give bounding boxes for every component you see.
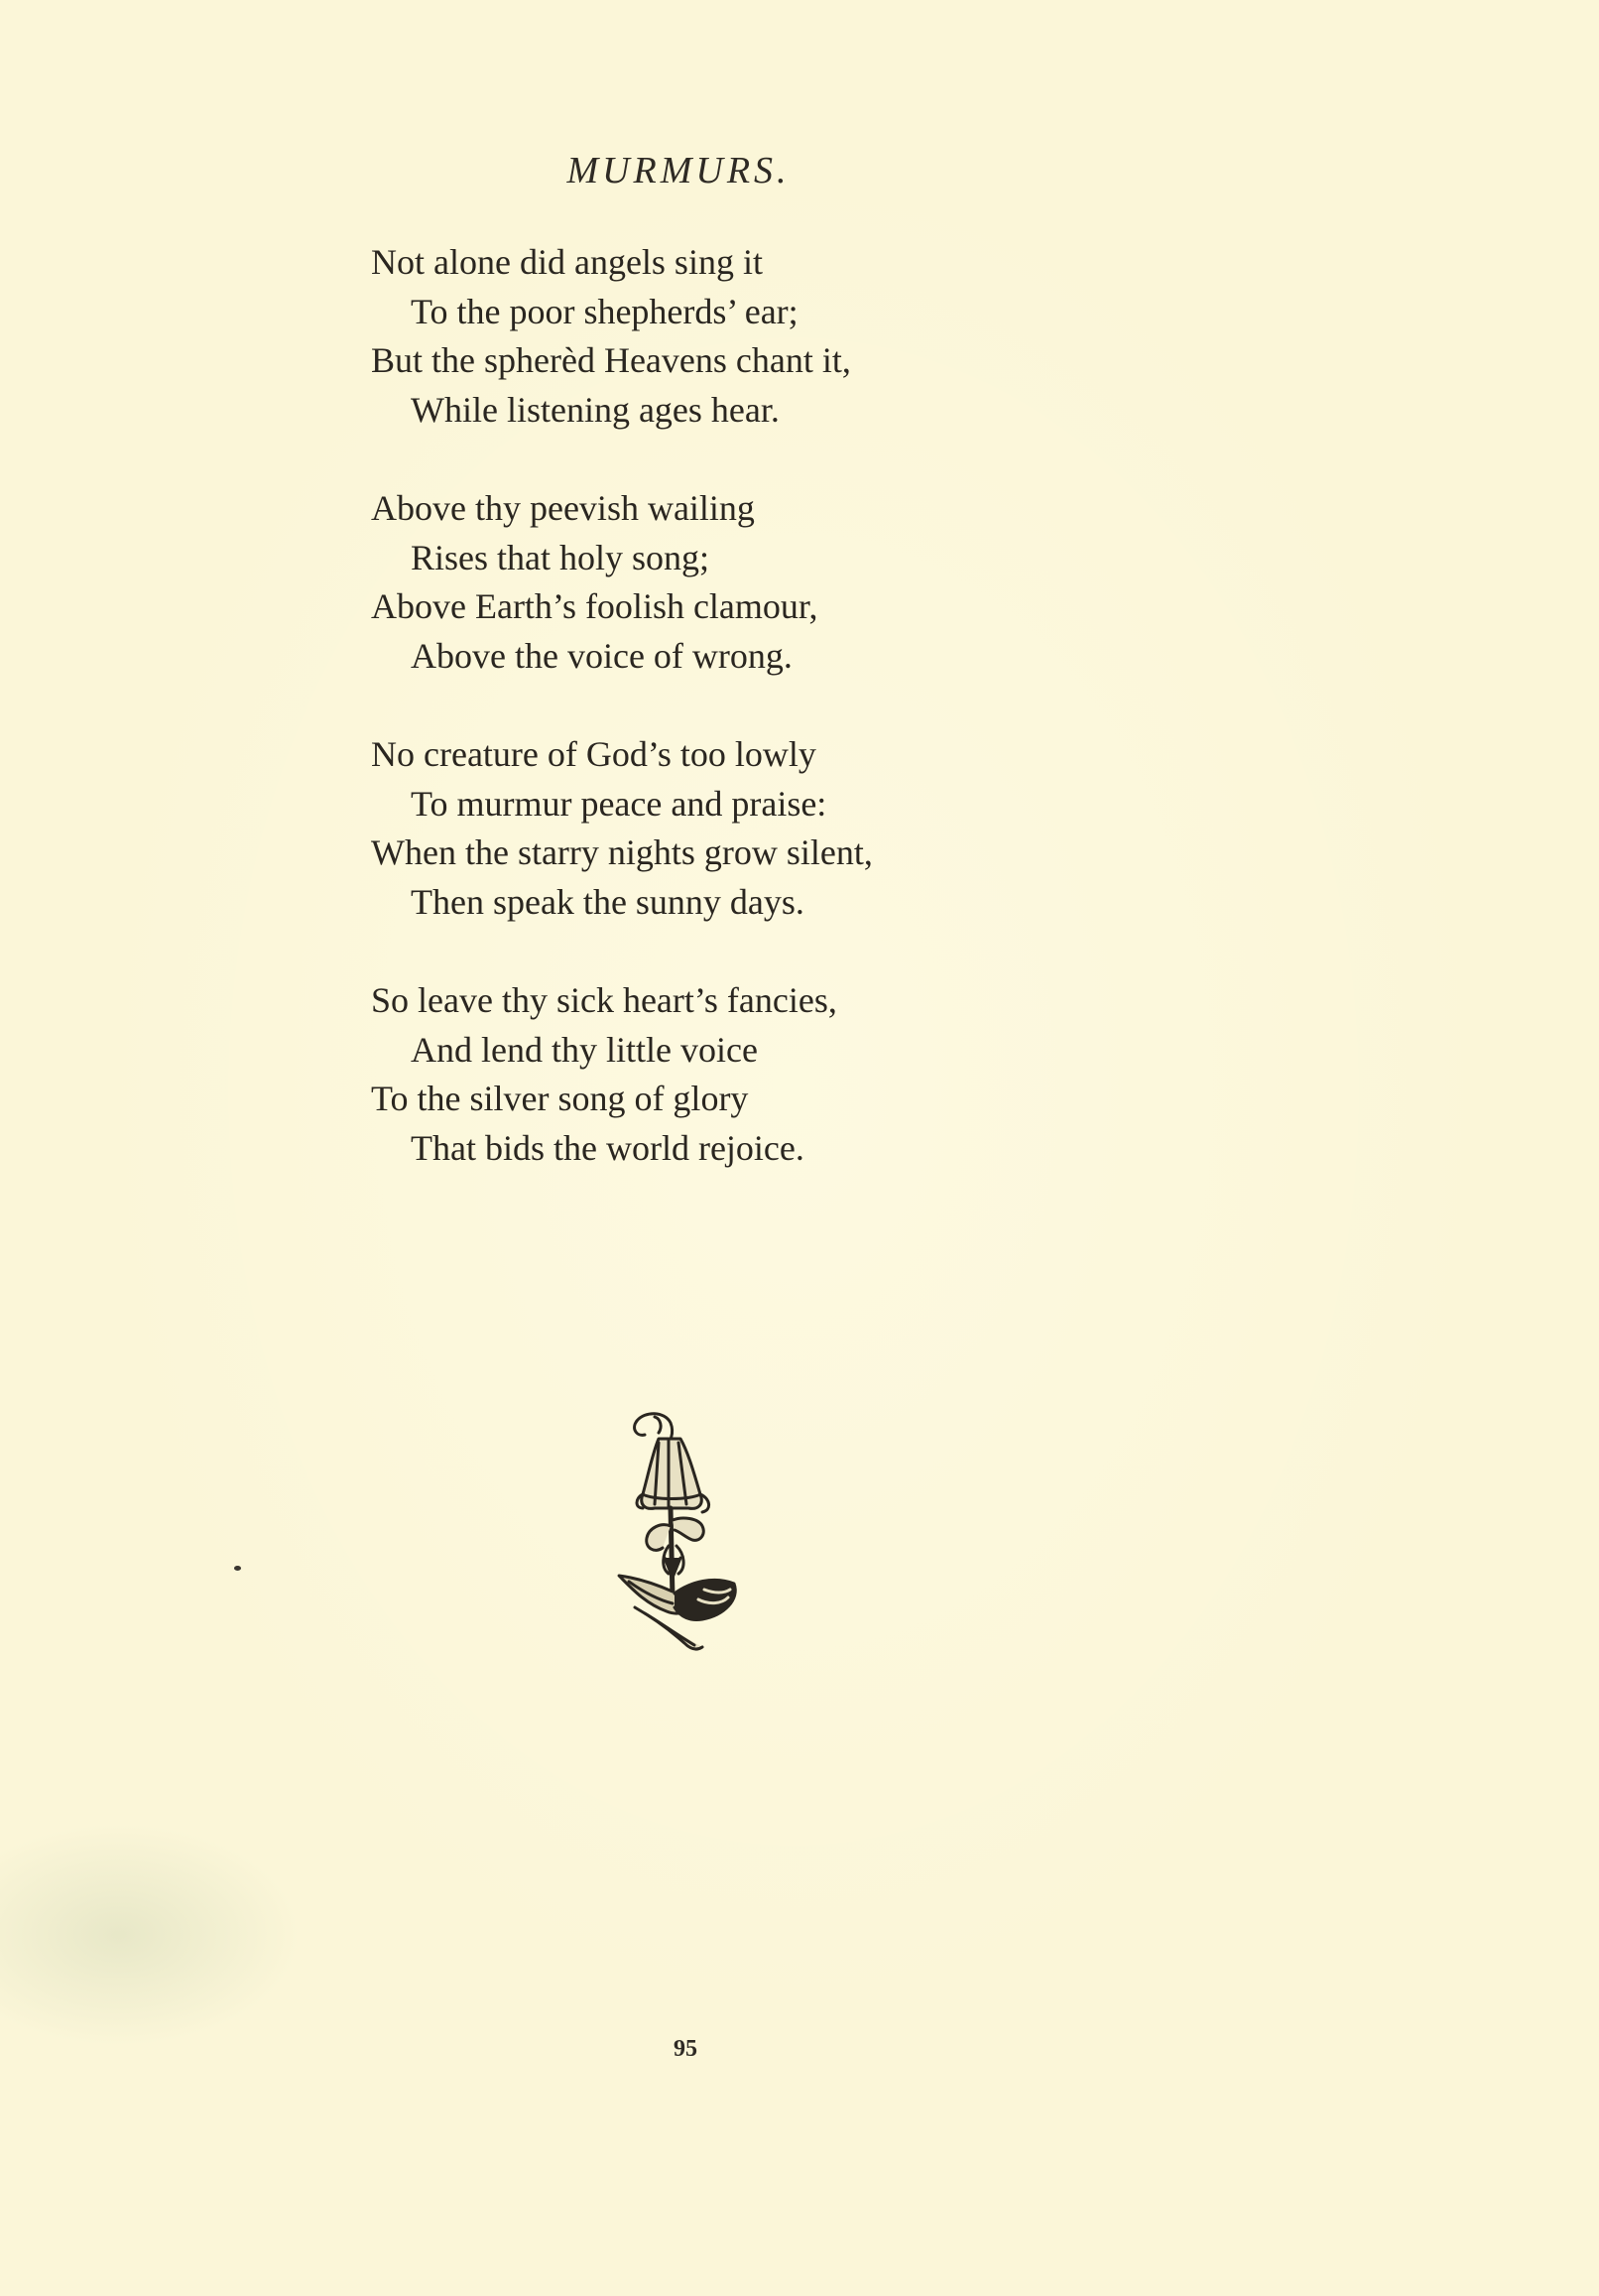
poem-line: Above Earth’s foolish clamour, [371, 586, 818, 626]
poem-line: While listening ages hear. [411, 389, 780, 430]
poem-body [371, 238, 1145, 1222]
poem-line: When the starry nights grow silent, [371, 832, 873, 872]
stanza-3 [371, 730, 1145, 927]
poem-line: To murmur peace and praise: [411, 783, 827, 824]
poem-line: Rises that holy song; [411, 537, 710, 577]
poem-line: Above thy peevish wailing [371, 488, 755, 528]
poem-line: Above the voice of wrong. [411, 635, 793, 676]
poem-line: So leave thy sick heart’s fancies, [371, 980, 837, 1020]
stanza-2 [371, 484, 1145, 681]
poem-line: To the silver song of glory [371, 1079, 749, 1118]
poem-line: No creature of God’s too lowly [371, 734, 816, 774]
poem-line: Then speak the sunny days. [411, 881, 804, 922]
lily-of-the-valley-icon [615, 1409, 754, 1667]
poem-line: And lend thy little voice [411, 1029, 758, 1070]
poem-title: MURMURS. [566, 150, 791, 191]
poem-line: To the poor shepherds’ ear; [411, 291, 799, 331]
poem-line: That bids the world rejoice. [411, 1127, 804, 1168]
print-speck [234, 1566, 241, 1571]
stanza-1 [371, 238, 1145, 435]
page-number: 95 [674, 2036, 697, 2062]
poem-line: But the spherèd Heavens chant it, [371, 340, 851, 380]
stanza-4 [371, 976, 1145, 1173]
poem-line: Not alone did angels sing it [371, 242, 763, 282]
